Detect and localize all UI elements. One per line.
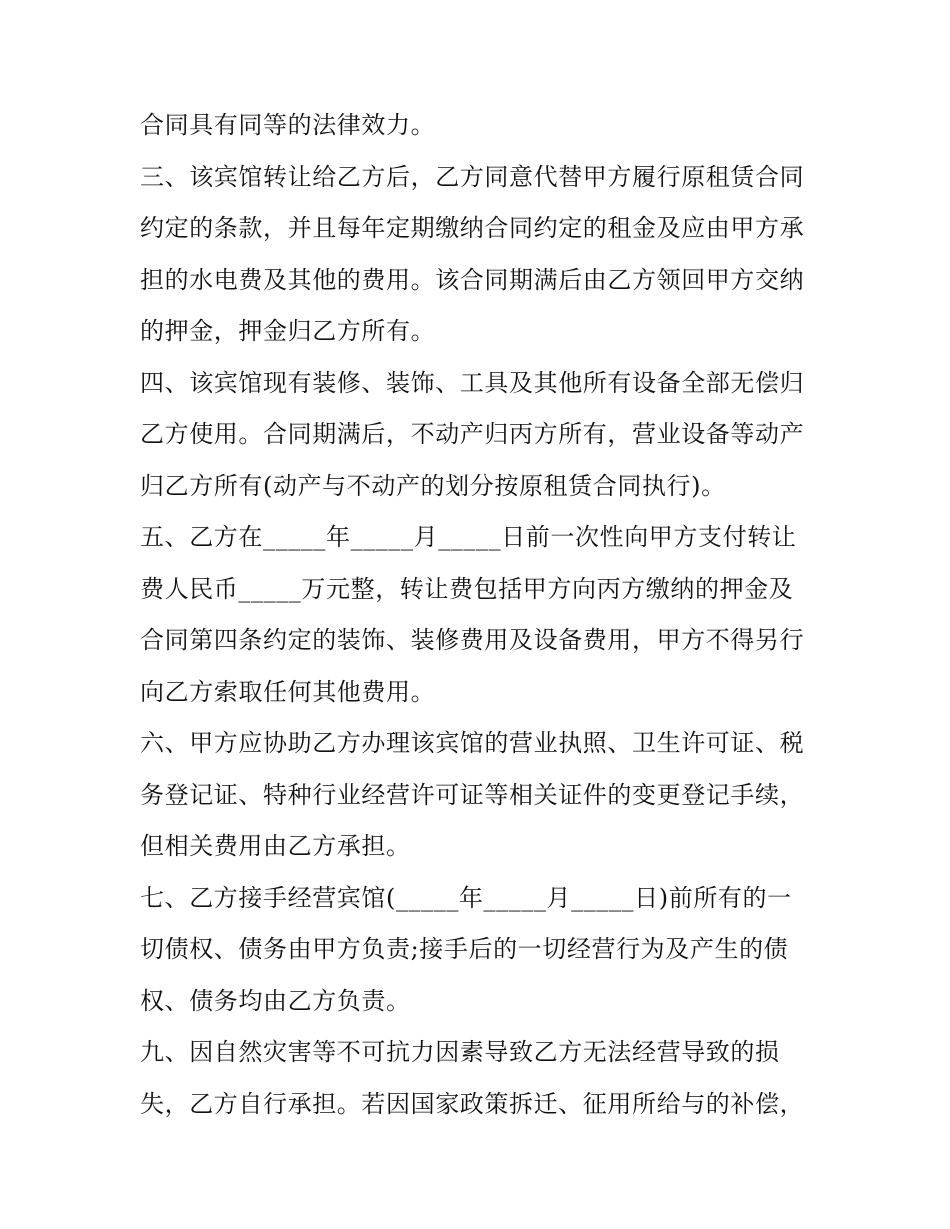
text-line: 失，乙方自行承担。若因国家政策拆迁、征用所给与的补偿， xyxy=(140,1089,805,1118)
text-line: 向乙方索取任何其他费用。 xyxy=(140,677,436,706)
text-line: 七、乙方接手经营宾馆(_____年_____月_____日)前所有的一 xyxy=(140,883,792,912)
text-line: 六、甲方应协助乙方办理该宾馆的营业执照、卫生许可证、税 xyxy=(140,729,805,757)
text-line: 权、债务均由乙方负责。 xyxy=(140,986,411,1015)
text-line: 费人民币_____万元整，转让费包括甲方向丙方缴纳的押金及 xyxy=(140,574,794,603)
contract-body-text xyxy=(140,100,830,1130)
text-line: 五、乙方在_____年_____月_____日前一次性向甲方支付转让 xyxy=(140,523,797,551)
text-line: 合同第四条约定的装饰、装修费用及设备费用，甲方不得另行 xyxy=(140,626,805,654)
text-line: 切债权、债务由甲方负责;接手后的一切经营行为及产生的债 xyxy=(140,935,789,963)
text-line: 归乙方所有(动产与不动产的划分按原租赁合同执行)。 xyxy=(140,471,726,500)
text-line: 但相关费用由乙方承担。 xyxy=(140,832,411,860)
text-line: 务登记证、特种行业经营许可证等相关证件的变更登记手续， xyxy=(140,780,805,809)
text-line: 九、因自然灾害等不可抗力因素导致乙方无法经营导致的损 xyxy=(140,1038,780,1066)
text-line: 乙方使用。合同期满后，不动产归丙方所有，营业设备等动产 xyxy=(140,420,805,448)
text-line: 四、该宾馆现有装修、装饰、工具及其他所有设备全部无偿归 xyxy=(140,368,805,397)
text-line: 合同具有同等的法律效力。 xyxy=(140,111,436,139)
text-line: 三、该宾馆转让给乙方后，乙方同意代替甲方履行原租赁合同 xyxy=(140,162,805,191)
text-line: 担的水电费及其他的费用。该合同期满后由乙方领回甲方交纳 xyxy=(140,265,805,294)
text-line: 约定的条款，并且每年定期缴纳合同约定的租金及应由甲方承 xyxy=(140,214,805,242)
text-line: 的押金，押金归乙方所有。 xyxy=(140,317,436,345)
